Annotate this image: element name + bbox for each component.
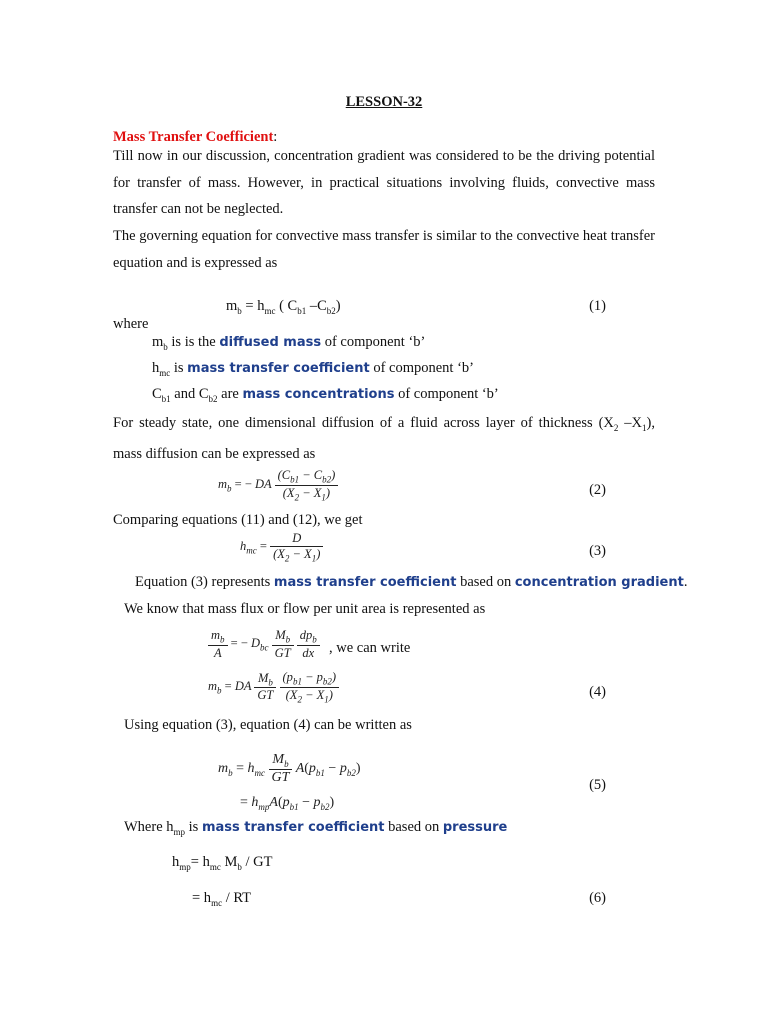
where-hmp-sub: mp [173,826,186,837]
eq6b-eq: = h [192,890,212,906]
equation-6-line1 [172,854,272,872]
paragraph-1-text: Till now in our discussion, concentration gradient was considered to be the driving potential for transfer of mass. However, in practical situations involving fluids, convective mass transfer can not be neglected. [113,148,655,217]
def3-term: mass concentrations [242,387,395,402]
paragraph-2 [113,223,655,276]
equation-3-description [135,574,687,591]
eq1-rest3: ) [335,298,341,314]
equation-5-math-line2: = $h_{mp}A(p_{b1} - p_{b2})$ [240,795,335,812]
where-label: where [113,316,149,332]
equation-6-line2 [192,890,251,908]
equation-4-math: $m_b$ = DA $\frac{M_b}{GT}$ $\frac{(p_{b1} - p_{b2})}{(X_2 - X_1)}$ [208,670,339,704]
eq3-desc-pre: Equation (3) represents [135,574,274,590]
where-hmp-mid2: based on [384,819,443,835]
flux-text: We know that mass flux or flow per unit area is represented as [124,601,486,617]
eq6a-sub3: b [237,861,242,872]
where-hmp-term1: mass transfer coefficient [201,820,385,835]
p3-b: –X [618,415,643,431]
eq1-mid-sub: mc [264,305,276,316]
def2-post: of component ‘b’ [369,360,474,376]
def2-term: mass transfer coefficient [187,361,370,376]
paragraph-3 [113,410,655,468]
paragraph-3-text [113,410,655,468]
def3-and: and C [170,386,209,402]
eq3-desc-mid: based on [456,574,515,590]
flux-equation-math: $\frac{m_b}{A}$ = − $D_{bc}$ $\frac{M_b}{GT}$ $\frac{dp_b}{dx}$ [208,628,320,661]
eq6a-rest: / GT [241,854,273,870]
eq6a-eq: = h [190,854,210,870]
def3-post: of component ‘b’ [394,386,499,402]
equation-6-number: (6) [589,890,606,906]
p3-sub1: 2 [613,422,619,433]
eq3-desc-post: . [683,574,688,590]
definition-mb [152,334,425,352]
p3-c: ), mass diffusion can be expressed as [113,415,655,463]
def3-sub1: b1 [161,393,171,404]
def1-symbol: m [152,334,164,350]
eq6b-rest: / RT [222,890,251,906]
paragraph-1 [113,143,655,223]
def2-sub: mc [159,367,171,378]
eq1-rest1: ( C [275,298,298,314]
eq3-desc-term2: concentration gradient [514,575,684,590]
def1-pre: is is the [167,334,220,350]
lesson-title: LESSON-32 [345,94,423,110]
p3-a: For steady state, one dimensional diffusion of a fluid across layer of thickness (X [113,415,614,431]
equation-2-number: (2) [589,482,606,498]
equation-2-math: $m_b$ = − DA $\frac{(C_{b1} - C_{b2})}{(X_2 - X_1)}$ [218,468,338,502]
we-can-write: , we can write [329,640,411,656]
paragraph-2-text: The governing equation for convective mass transfer is similar to the convective heat transfer equation and is expressed as [113,228,655,271]
eq1-rest2: –C [306,298,327,314]
p3-sub2: 1 [642,422,647,433]
eq1-rest1-sub: b1 [297,305,307,316]
eq6a-sub2: mc [209,861,221,872]
equation-5-number: (5) [589,777,606,793]
eq1-mid: = h [241,298,265,314]
def1-term: diffused mass [219,335,322,350]
where-hmp-mid: is [185,819,202,835]
def2-pre: is [170,360,188,376]
eq1-rest2-sub: b2 [326,305,336,316]
def3-sub2: b2 [208,393,218,404]
equation-5-math-line1: $m_b = h_{mc}$ $\frac{M_b}{GT}$ $A(p_{b1} - p_{b2})$ [218,752,361,785]
eq1-lhs-sub: b [237,305,242,316]
comparing-text: Comparing equations (11) and (12), we get [113,512,363,528]
equation-4-number: (4) [589,684,606,700]
where-hmp-pre: Where h [124,819,174,835]
eq6b-sub: mc [211,897,223,908]
using-equation-text: Using equation (3), equation (4) can be written as [124,717,412,733]
section-heading-text: Mass Transfer Coefficient [113,129,274,145]
eq6a-m: M [220,854,238,870]
where-hmp-term2: pressure [442,820,508,835]
def1-sub: b [163,341,168,352]
def3-pre: are [217,386,243,402]
eq6a-h: h [172,854,180,870]
def3-symbol1: C [152,386,162,402]
def1-post: of component ‘b’ [321,334,426,350]
section-heading-colon: : [273,129,278,145]
where-hmp-text [124,819,507,837]
eq1-lhs: m [226,298,238,314]
eq6a-sub: mp [179,861,191,872]
eq3-desc-term1: mass transfer coefficient [273,575,457,590]
equation-3-number: (3) [589,543,606,559]
equation-3-math: $h_{mc}$ = $\frac{D}{(X_2 - X_1)}$ [240,531,323,564]
definition-hmc [152,360,474,378]
equation-1-number: (1) [589,298,606,314]
equation-1 [226,298,341,316]
def2-symbol: h [152,360,160,376]
definition-cb [152,386,499,404]
